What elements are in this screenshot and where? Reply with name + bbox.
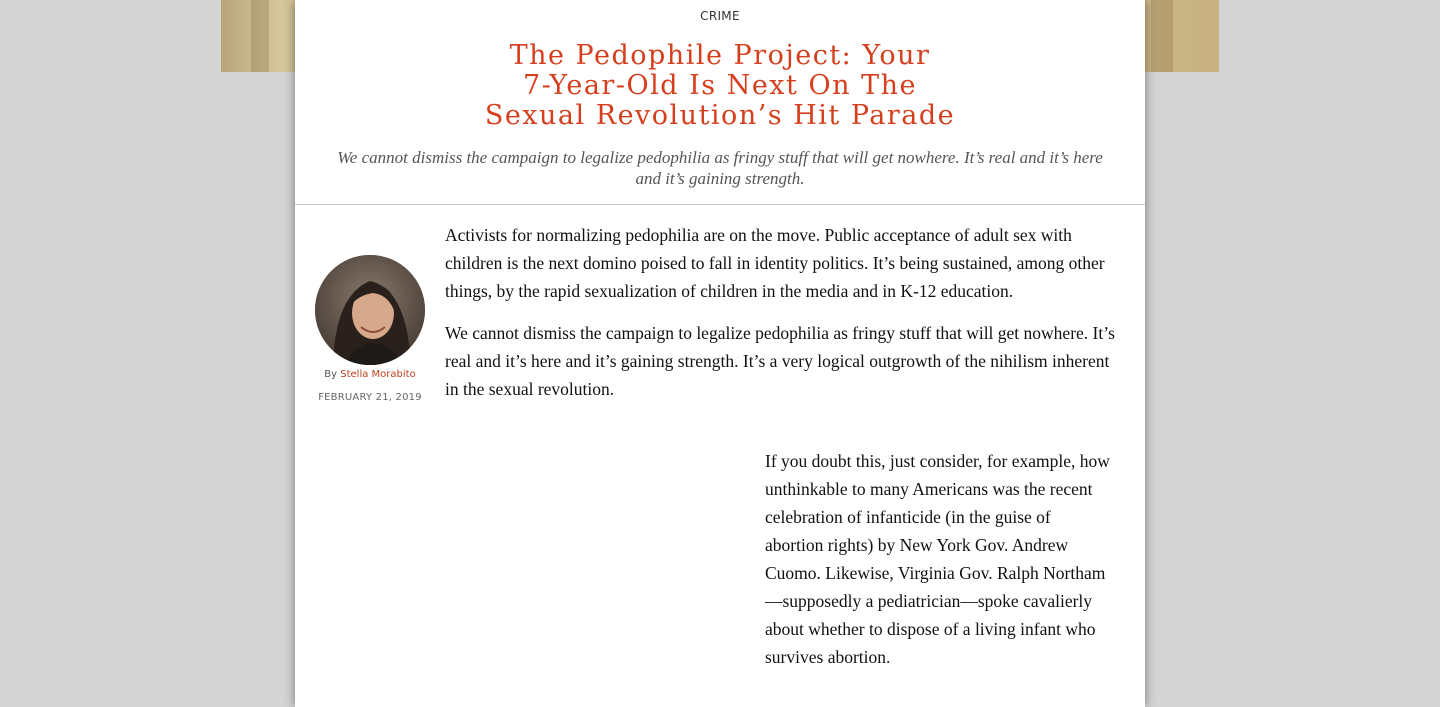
author-photo-icon bbox=[315, 255, 425, 365]
article-body bbox=[445, 221, 1115, 417]
author-block bbox=[315, 255, 425, 403]
author-name-link[interactable]: Stella Morabito bbox=[340, 369, 416, 380]
author-byline bbox=[315, 369, 425, 380]
publish-date: FEBRUARY 21, 2019 bbox=[318, 392, 422, 403]
article-paragraph: If you doubt this, just consider, for example, how unthinkable to many Americans was the recent celebration of infanticide (in the guise of abortion rights) by New York Gov. Andrew Cuomo. Likewise, Virginia Gov. Ralph Northam —supposedly a pediatrician—spoke cavalierly about whether to dispose of a living infant who survives abortion. bbox=[765, 451, 1110, 667]
headline-line: The Pedophile Project: Your bbox=[509, 40, 931, 71]
headline-line: Sexual Revolution’s Hit Parade bbox=[484, 100, 956, 131]
author-avatar[interactable] bbox=[315, 255, 425, 365]
article-paragraph: We cannot dismiss the campaign to legalize pedophilia as fringy stuff that will get nowhere. It’s real and it’s here and it’s gaining strength. It’s a very logical outgrowth of the nihilism inherent in the sexual revolution. bbox=[445, 323, 1115, 399]
article-headline bbox=[295, 41, 1145, 131]
headline-line: 7-Year-Old Is Next On The bbox=[523, 70, 917, 101]
article-paragraph: Activists for normalizing pedophilia are on the move. Public acceptance of adult sex with children is the next domino poised to fall in identity politics. It’s being sustained, among other things, by the rapid sexualization of children in the media and in K-12 education. bbox=[445, 225, 1105, 301]
byline-prefix: By bbox=[324, 369, 338, 380]
article-card bbox=[295, 0, 1145, 707]
article-subheadline: We cannot dismiss the campaign to legalize pedophilia as fringy stuff that will get nowhere. It’s real and it’s here and it’s gaining strength. bbox=[337, 148, 1103, 188]
category-label[interactable]: CRIME bbox=[700, 9, 740, 23]
header-divider bbox=[295, 204, 1145, 205]
